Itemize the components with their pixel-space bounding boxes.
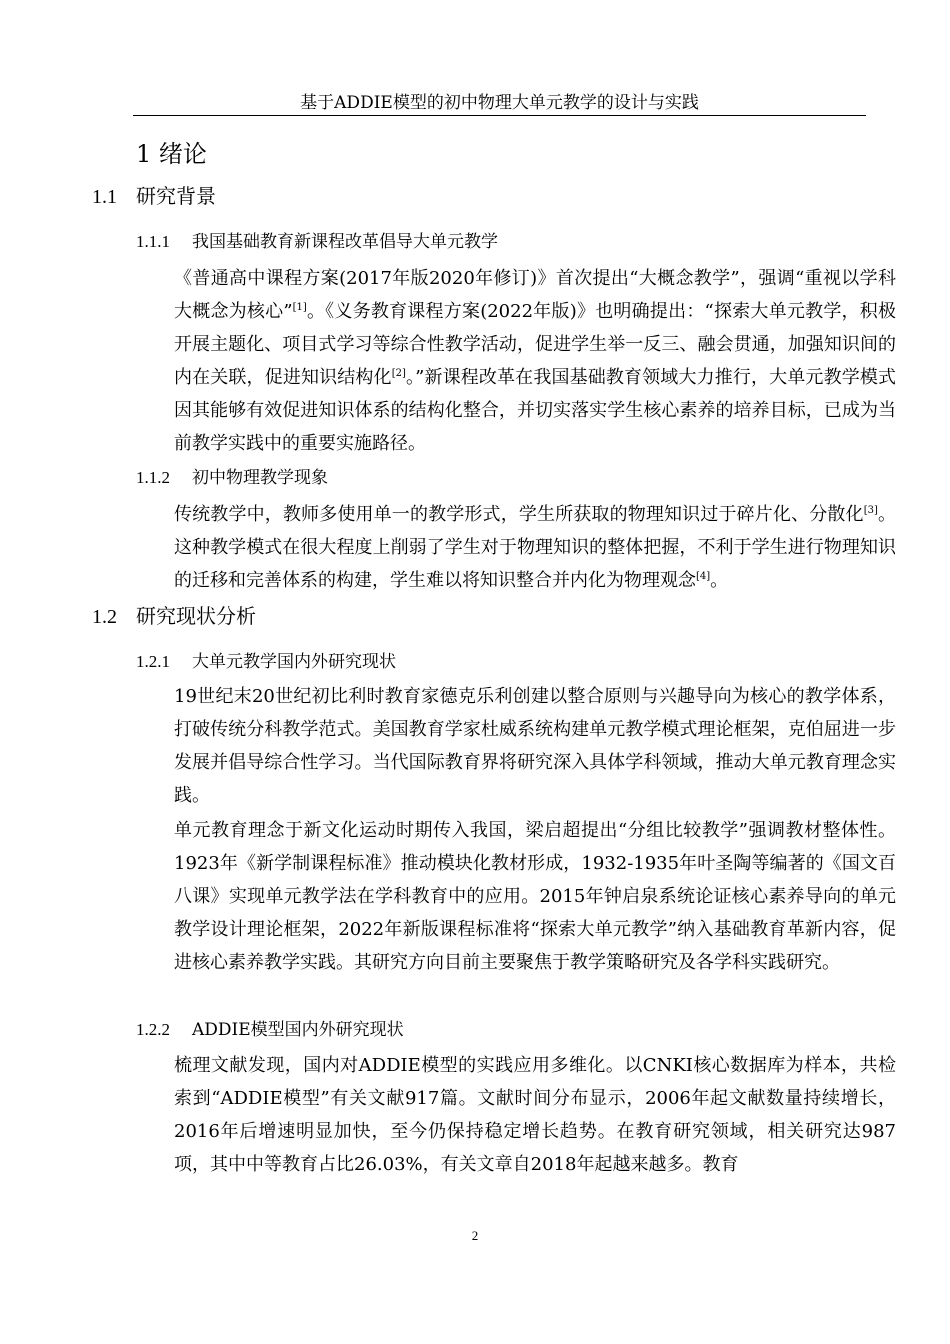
section-title: 研究背景 xyxy=(136,184,216,208)
chapter-title: 1 绪论 xyxy=(136,140,207,168)
citation-ref: [4] xyxy=(696,571,711,582)
subsection-heading-1-1-1 xyxy=(136,229,498,255)
subsection-title: ADDIE模型国内外研究现状 xyxy=(192,1020,404,1040)
paragraph-text: 。 xyxy=(710,570,729,591)
subsection-number: 1.2.1 xyxy=(136,652,170,671)
page-number: 2 xyxy=(471,1228,479,1243)
subsection-number: 1.1.2 xyxy=(136,468,170,487)
paragraph-text: 。”新课程改革在我国基础教育领域大力推行，大单元教学模式因其能够有效促进知识体系的结构化整合，并切实落实学生核心素养的培养目标，已成为当前教学实践中的重要实施路径。 xyxy=(174,367,896,454)
section-heading-1-2 xyxy=(92,602,256,631)
subsection-title: 大单元教学国内外研究现状 xyxy=(192,652,396,672)
paragraph-text: 。这种教学模式在很大程度上削弱了学生对于物理知识的整体把握，不利于学生进行物理知识的迁移和完善体系的构建，学生难以将知识整合并内化为物理观念 xyxy=(174,504,897,591)
running-header: 基于ADDIE模型的初中物理大单元教学的设计与实践 xyxy=(300,93,699,113)
paragraph-text: 传统教学中，教师多使用单一的教学形式，学生所获取的物理知识过于碎片化、分散化 xyxy=(174,504,864,525)
subsection-number: 1.2.2 xyxy=(136,1020,170,1039)
subsection-title: 初中物理教学现象 xyxy=(192,468,328,488)
section-title: 研究现状分析 xyxy=(136,604,256,628)
subsection-heading-1-1-2 xyxy=(136,465,328,491)
citation-ref: [3] xyxy=(863,505,878,516)
paragraph-3: 19世纪末20世纪初比利时教育家德克乐利创建以整合原则与兴趣导向为核心的教学体系，打破传统分科教学范式。美国教育学家杜威系统构建单元教学模式理论框架，克伯屈进一步发展并倡导综合性学习。当代国际教育界将研究深入具体学科领域，推动大单元教育理念实践。 xyxy=(174,686,896,806)
paragraph-text: 《普通高中课程方案(2017年版2020年修订)》首次提出“大概念教学”，强调“重视以学科大概念为核心” xyxy=(174,268,896,322)
header-rule xyxy=(133,115,866,116)
paragraph-4: 单元教育理念于新文化运动时期传入我国，梁启超提出“分组比较教学”强调教材整体性。1923年《新学制课程标准》推动模块化教材形成，1932-1935年叶圣陶等编著的《国文百八课》实现单元教学法在学科教育中的应用。2015年钟启泉系统论证核心素养导向的单元教学设计理论框架，2022年新版课程标准将“探索大单元教学”纳入基础教育革新内容，促进核心素养教学实践。其研究方向目前主要聚焦于教学策略研究及各学科实践研究。 xyxy=(174,820,896,973)
paragraph-2 xyxy=(136,498,896,597)
subsection-heading-1-2-1 xyxy=(136,649,396,675)
section-number: 1.2 xyxy=(92,606,117,628)
citation-ref: [2] xyxy=(391,368,406,379)
paragraph-1 xyxy=(136,262,896,460)
section-number: 1.1 xyxy=(92,186,117,208)
section-heading-1-1 xyxy=(92,182,216,211)
paragraph-5: 梳理文献发现，国内对ADDIE模型的实践应用多维化。以CNKI核心数据库为样本，共检索到“ADDIE模型”有关文献917篇。文献时间分布显示，2006年起文献数量持续增长，2016年后增速明显加快，至今仍保持稳定增长趋势。在教育研究领域，相关研究达987项，其中中等教育占比26.03%，有关文章自2018年起越来越多。教育 xyxy=(174,1055,896,1175)
paragraph-text: 。《义务教育课程方案(2022年版)》也明确提出：“探索大单元教学，积极开展主题化、项目式学习等综合性教学活动，促进学生举一反三、融会贯通，加强知识间的内在关联，促进知识结构化 xyxy=(174,301,896,388)
subsection-title: 我国基础教育新课程改革倡导大单元教学 xyxy=(192,232,498,252)
citation-ref: [1] xyxy=(292,302,307,313)
subsection-number: 1.1.1 xyxy=(136,232,170,251)
subsection-heading-1-2-2 xyxy=(136,1017,404,1043)
